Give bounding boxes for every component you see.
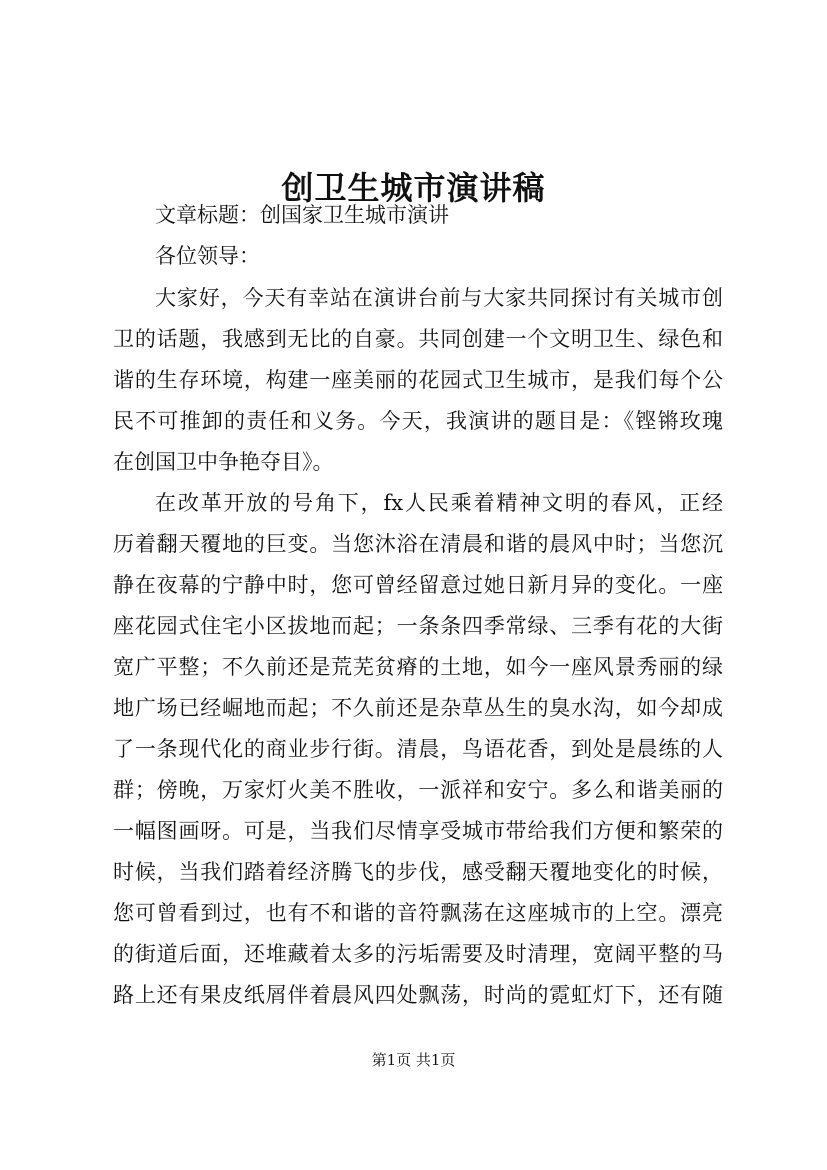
text-line: 谐的生存环境，构建一座美丽的花园式卫生城市，是我们每个公 [113, 368, 723, 392]
body-text [113, 278, 723, 1016]
text-line: 群；傍晚，万家灯火美不胜收，一派祥和安宁。多么和谐美丽的 [113, 778, 723, 802]
text-line: 座花园式住宅小区拔地而起；一条条四季常绿、三季有花的大街 [113, 614, 723, 638]
text-line: 在改革开放的号角下，fx人民乘着精神文明的春风，正经 [155, 491, 723, 515]
text-line: 您可曾看到过，也有不和谐的音符飘荡在这座城市的上空。漂亮 [113, 901, 723, 925]
article-title-line: 文章标题：创国家卫生城市演讲 [155, 203, 449, 227]
text-line: 民不可推卸的责任和义务。今天，我演讲的题目是：《铿锵玫瑰 [113, 409, 723, 433]
text-line: 历着翻天覆地的巨变。当您沐浴在清晨和谐的晨风中时；当您沉 [113, 532, 723, 556]
text-line: 宽广平整；不久前还是荒芜贫瘠的土地，如今一座风景秀丽的绿 [113, 655, 723, 679]
text-line: 的街道后面，还堆藏着太多的污垢需要及时清理，宽阔平整的马 [113, 942, 723, 966]
text-line: 地广场已经崛地而起；不久前还是杂草丛生的臭水沟，如今却成 [113, 696, 723, 720]
paragraph-2 [113, 483, 723, 1016]
text-line: 一幅图画呀。可是，当我们尽情享受城市带给我们方便和繁荣的 [113, 819, 723, 843]
document-title: 创卫生城市演讲稿 [281, 169, 546, 208]
text-line: 在创国卫中争艳夺目》。 [113, 450, 334, 474]
text-line: 卫的话题，我感到无比的自豪。共同创建一个文明卫生、绿色和 [113, 327, 723, 351]
text-line: 静在夜幕的宁静中时，您可曾经留意过她日新月异的变化。一座 [113, 573, 723, 597]
text-line: 时候，当我们踏着经济腾飞的步伐，感受翻天覆地变化的时候， [113, 860, 723, 884]
text-line: 路上还有果皮纸屑伴着晨风四处飘荡，时尚的霓虹灯下，还有随 [113, 983, 723, 1007]
salutation: 各位领导： [155, 244, 260, 268]
paragraph-1 [113, 278, 723, 483]
text-line: 大家好，今天有幸站在演讲台前与大家共同探讨有关城市创 [155, 286, 723, 310]
page-footer: 第1页 共1页 [371, 1051, 456, 1069]
text-line: 了一条现代化的商业步行街。清晨，鸟语花香，到处是晨练的人 [113, 737, 723, 761]
